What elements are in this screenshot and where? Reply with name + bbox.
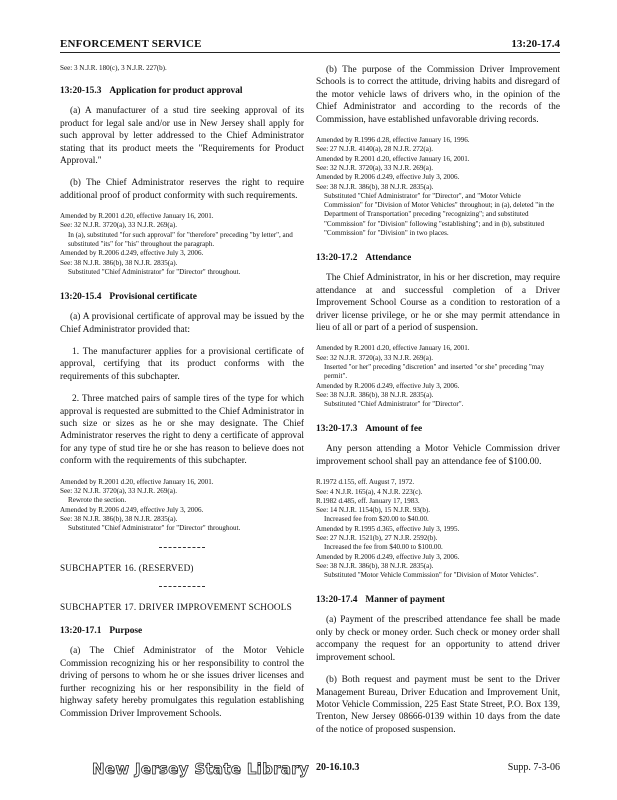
history-note: In (a), substituted "for such approval" for "therefore" preceding "by letter", and substituted "its" for "his" throughout the paragraph. xyxy=(68,230,293,249)
history-note: Amended by R.2006 d.249, effective July 3, 2006. xyxy=(60,505,204,514)
paragraph: (b) The purpose of the Commission Driver Improvement Schools is to correct the attitude, driving habits and disregard of the motor vehicle laws of drivers who, in the opinion of the Chief Administrator and according to the records of the Commission, have established unfavorable driving records. xyxy=(316,65,560,125)
history-note: Amended by R.1996 d.28, effective January 16, 1996. xyxy=(316,136,470,145)
section-number: 13:20-17.3 xyxy=(316,424,358,435)
history-note: See: 4 N.J.R. 165(a), 4 N.J.R. 223(c). xyxy=(316,487,423,496)
history-note: See: 38 N.J.R. 386(b), 38 N.J.R. 2835(a). xyxy=(60,514,178,523)
history-note: Amended by R.2006 d.249, effective July 3, 2006. xyxy=(316,381,460,390)
section-title: Attendance xyxy=(365,253,412,264)
see-reference: See: 3 N.J.R. 180(c), 3 N.J.R. 227(b). xyxy=(60,64,167,72)
history-note: R.1972 d.155, eff. August 7, 1972. xyxy=(316,478,415,487)
section-heading-17-1 xyxy=(60,625,304,637)
supplement-date: Supp. 7-3-06 xyxy=(507,762,560,773)
section-title: Provisional certificate xyxy=(109,292,197,303)
history-note: R.1982 d.485, eff. January 17, 1983. xyxy=(316,496,420,505)
page-number: 20-16.10.3 xyxy=(316,762,360,773)
history-note: Rewrote the section. xyxy=(68,496,127,505)
subchapter-heading-16: SUBCHAPTER 16. (RESERVED) xyxy=(60,563,194,574)
paragraph: (a) A provisional certificate of approval may be issued by the Chief Administrator provided that: xyxy=(60,312,304,335)
history-note: See: 38 N.J.R. 386(b), 38 N.J.R. 2835(a). xyxy=(316,182,434,191)
section-heading-17-4 xyxy=(316,594,560,606)
section-heading-15-4 xyxy=(60,291,304,303)
left-column xyxy=(60,64,304,730)
history-note: See: 38 N.J.R. 386(b), 38 N.J.R. 2835(a). xyxy=(316,390,434,399)
history-note: Substituted "Chief Administrator" for "Director", and "Motor Vehicle Commission" for "Division of Motor Vehicles" throughout; in (a), deleted "in the Department of Transportation" preceding "recognizing"; and substituted "Commission" for "Division" following "establishing"; and in (b), substituted "Commission" for "Division" in two places. xyxy=(324,191,555,237)
section-number: 13:20-15.4 xyxy=(60,292,102,303)
section-number: 13:20-15.3 xyxy=(60,86,102,97)
history-note: See: 27 N.J.R. 1521(b), 27 N.J.R. 2592(b). xyxy=(316,534,438,542)
section-title: Amount of fee xyxy=(365,424,423,435)
section-heading-17-2 xyxy=(316,252,560,264)
section-heading-17-3 xyxy=(316,423,560,435)
library-watermark: New Jersey State Library xyxy=(92,760,310,778)
divider xyxy=(159,586,205,587)
history-note: Amended by R.2001 d.20, effective January 16, 2001. xyxy=(60,212,214,221)
right-column xyxy=(316,64,560,746)
history-note: Inserted "or her" preceding "discretion" and inserted "or she" preceding "may permit". xyxy=(324,362,544,381)
page-header xyxy=(60,38,560,54)
history-note: See: 38 N.J.R. 386(b), 38 N.J.R. 2835(a). xyxy=(60,258,178,267)
history-notes xyxy=(60,478,304,534)
section-title: Manner of payment xyxy=(365,595,445,606)
paragraph: The Chief Administrator, in his or her discretion, may require attendance at and successful completion of a Driver Improvement School Course as a condition to restoration of a driver license privilege, or he or she may permit attendance in lieu of all or part of a period of suspension. xyxy=(316,273,560,333)
list-item: 1. The manufacturer applies for a provisional certificate of approval, certifying that its product conforms with the requirements of this subchapter. xyxy=(60,347,304,382)
history-note: Increased fee from $20.00 to $40.00. xyxy=(324,515,429,524)
history-note: Substituted "Chief Administrator" for "Director" throughout. xyxy=(68,267,241,276)
history-note: Amended by R.2006 d.249, effective July 3, 2006. xyxy=(316,552,460,561)
history-note: Increased the fee from $40.00 to $100.00. xyxy=(324,543,443,552)
list-item: 2. Three matched pairs of sample tires of the type for which approval is requested are submitted to the Chief Administrator in such size or sizes as he or she may designate. The Chief Administrator reserves the right to deny a certificate of approval for any type of stud tire he or she has reason to believe does not conform with the requirements of this subchapter. xyxy=(60,394,304,467)
history-note: Substituted "Chief Administrator" for "Director". xyxy=(324,400,464,409)
paragraph: (a) A manufacturer of a stud tire seeking approval of its product for legal sale and/or use in New Jersey shall apply for such approval by letter addressed to the Chief Administrator stating that its product meets the "Requirements for Product Approval." xyxy=(60,106,304,166)
divider xyxy=(159,547,205,548)
section-number: 13:20-17.4 xyxy=(316,595,358,606)
history-note: See: 32 N.J.R. 3720(a), 33 N.J.R. 269(a). xyxy=(316,353,434,362)
paragraph: (a) Payment of the prescribed attendance fee shall be made only by check or money order. Such check or money order shall accompany the request for an opportunity to attend driver improvement school. xyxy=(316,615,560,663)
header-rule xyxy=(60,52,560,53)
page-footer xyxy=(60,760,560,780)
history-note: See: 32 N.J.R. 3720(a), 33 N.J.R. 269(a). xyxy=(60,221,178,230)
paragraph: (b) Both request and payment must be sent to the Driver Management Bureau, Driver Education and Improvement Unit, Motor Vehicle Commission, 225 East State Street, P.O. Box 139, Trenton, New Jersey 08666-0139 within 10 days from the date of the notice of proposed suspension. xyxy=(316,675,560,735)
section-number: 13:20-17.1 xyxy=(60,626,102,637)
section-heading-15-3 xyxy=(60,85,304,97)
history-note: Substituted "Motor Vehicle Commission" for "Division of Motor Vehicles". xyxy=(324,571,539,580)
history-notes xyxy=(316,478,560,580)
running-title: ENFORCEMENT SERVICE xyxy=(60,38,202,50)
history-notes xyxy=(316,136,560,238)
history-note: Amended by R.2001 d.20, effective January 16, 2001. xyxy=(60,477,214,486)
history-note: See: 27 N.J.R. 4140(a), 28 N.J.R. 272(a). xyxy=(316,145,434,154)
history-note: Amended by R.2006 d.249, effective July 3, 2006. xyxy=(316,173,460,182)
paragraph: (b) The Chief Administrator reserves the right to require additional proof of product conformity with such requirements. xyxy=(60,178,304,201)
section-number: 13:20-17.2 xyxy=(316,253,358,264)
history-note: Amended by R.1995 d.365, effective July 3, 1995. xyxy=(316,524,460,533)
history-note: Amended by R.2006 d.249, effective July 3, 2006. xyxy=(60,249,204,258)
history-note: See: 32 N.J.R. 3720(a), 33 N.J.R. 269(a). xyxy=(60,486,178,495)
history-note: See: 32 N.J.R. 3720(a), 33 N.J.R. 269(a). xyxy=(316,163,434,172)
history-note: Substituted "Chief Administrator" for "Director" throughout. xyxy=(68,524,241,533)
paragraph: Any person attending a Motor Vehicle Commission driver improvement school shall pay an attendance fee of $100.00. xyxy=(316,444,560,467)
subchapter-heading-17: SUBCHAPTER 17. DRIVER IMPROVEMENT SCHOOLS xyxy=(60,602,292,613)
paragraph: (a) The Chief Administrator of the Motor Vehicle Commission recognizing his or her responsibility to control the driving of persons to whom he or she issues driver licenses and further recognizing his or her responsibility in the field of highway safety hereby promulgates this regulation establishing Commission Driver Improvement Schools. xyxy=(60,646,304,719)
history-notes xyxy=(60,212,304,277)
section-range: 13:20-17.4 xyxy=(511,38,560,50)
history-note: Amended by R.2001 d.20, effective January 16, 2001. xyxy=(316,154,470,163)
history-note: See: 14 N.J.R. 1154(b), 15 N.J.R. 93(b). xyxy=(316,506,431,515)
history-note: Amended by R.2001 d.20, effective January 16, 2001. xyxy=(316,344,470,353)
section-title: Application for product approval xyxy=(109,86,243,97)
history-note: See: 38 N.J.R. 386(b), 38 N.J.R. 2835(a). xyxy=(316,561,434,570)
section-title: Purpose xyxy=(109,626,143,637)
history-notes xyxy=(316,344,560,409)
